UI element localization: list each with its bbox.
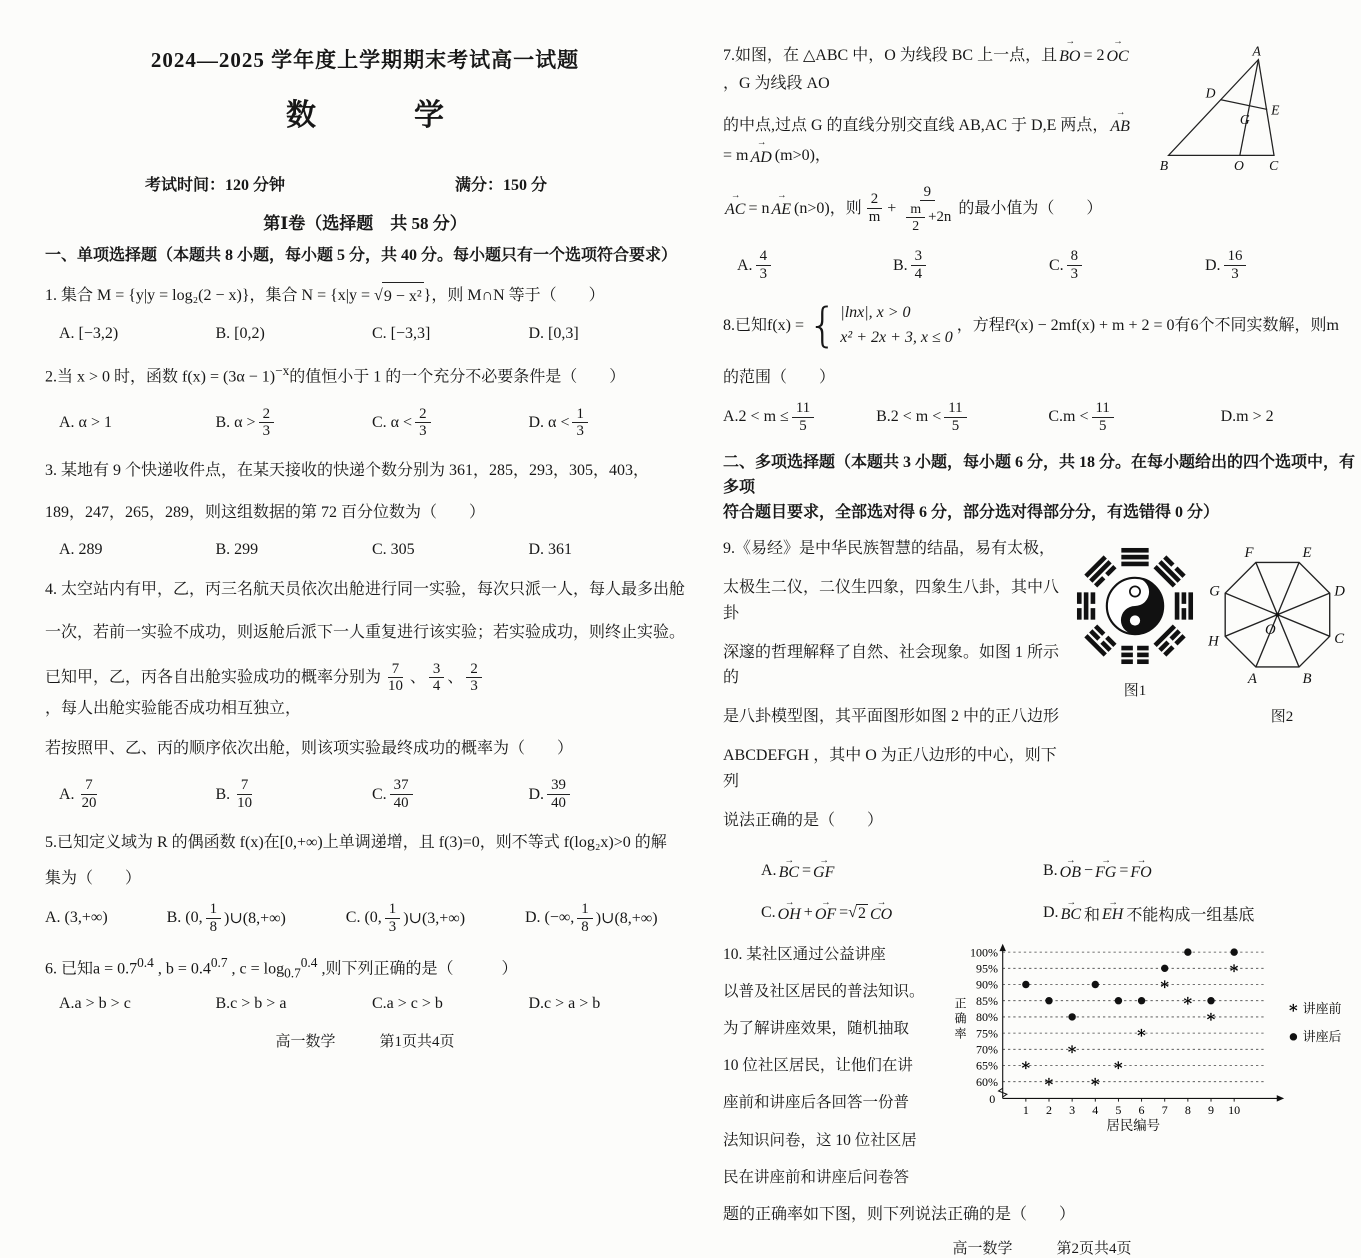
fraction (865, 191, 885, 225)
vertex-label-e: E (1302, 544, 1312, 561)
question-7-line-2: 的中点,过点 G 的直线分别交直线 AB,AC 于 D,E 两点， → AB = m → AD (m>0)， (723, 110, 1141, 170)
question-6-text: 6. 已知$a = 0.7^{0.4}$ , $b = 0.4^{0.7}$ , $c = \log_{0.7}^{0.4}$ ,则下列正确的是（ ） (45, 955, 518, 981)
question-4-options (59, 777, 685, 811)
data-point-after (1138, 997, 1145, 1004)
fraction (390, 777, 413, 811)
part1-heading: 第Ⅰ卷（选择题 共 58 分） (263, 214, 467, 233)
fraction-numerator: 2 (466, 661, 481, 679)
fraction-denominator: 3 (576, 423, 584, 440)
fraction-numerator: 2 (415, 406, 430, 424)
fraction-denominator: 3 (419, 423, 427, 440)
vector: → CO (868, 903, 895, 924)
vector: → AB (1108, 110, 1133, 140)
fraction-denominator: 3 (388, 918, 397, 935)
fraction-denominator: 3 (1231, 266, 1239, 283)
question-8-line-2: 的范围（ ） (723, 368, 836, 386)
vector: → OF (813, 903, 839, 924)
fraction (415, 406, 430, 440)
section2-heading-2: 符合题目要求，全部选对得 6 分，部分选对得部分分，有选错得 0 分） (723, 504, 1220, 521)
fraction-numerator: 39 (547, 777, 570, 795)
option-b: B.c > b > a (215, 994, 287, 1012)
question-4 (45, 576, 685, 811)
question-10 (723, 941, 1361, 1201)
radical-sign: √ (374, 287, 383, 304)
data-point-before: ∗ (1205, 1006, 1217, 1026)
vertex-label-d: D (1334, 583, 1345, 600)
question-4-text-1: 4. 太空站内有甲，乙，丙三名航天员依次出舱进行同一实验，每次只派一人，每人最多出舱 (45, 581, 686, 599)
superscript: 0.7 (210, 955, 228, 971)
figure-1-box (1071, 542, 1199, 700)
vector: → AC (723, 193, 748, 223)
fraction-numerator: 1 (577, 901, 592, 919)
fraction (577, 901, 592, 935)
x-tick-label: 6 (1138, 1103, 1145, 1118)
fraction-numerator: 37 (390, 777, 413, 795)
vertex-label-b: B (1302, 670, 1312, 687)
vector: → OC (1104, 40, 1131, 70)
y-tick-label: 65% (976, 1058, 999, 1073)
vector: → FO (1128, 861, 1154, 882)
y-tick-label: 95% (976, 961, 999, 976)
octagon-center-dot (1276, 613, 1280, 617)
question-10-line-1: 10. 某社区通过公益讲座 (723, 945, 886, 963)
y-axis-arrow (999, 944, 1005, 951)
vertex-label-a: A (1252, 44, 1261, 59)
option-d: D.c > a > b (528, 994, 601, 1012)
x-tick-label: 7 (1161, 1103, 1168, 1118)
fraction-denominator: 3 (759, 266, 767, 283)
fraction (756, 248, 771, 282)
footer-page-number: 第2页共4页 (1056, 1241, 1132, 1258)
question-7 (723, 40, 1361, 246)
piecewise-row: x² + 2x + 3, x ≤ 0 (840, 329, 953, 347)
option-c: C. (0, $\frac{1}{3}$ )∪(3,+∞) (345, 901, 466, 935)
fraction (384, 661, 407, 695)
octagon-figure (1207, 542, 1357, 697)
question-7-line-1: 7.如图，在 △ABC 中，O 为线段 BC 上一点，且 → BO = 2 → OC ，G 为线段 AO (723, 40, 1141, 97)
radicand: 2 (857, 904, 866, 922)
question-3-options (59, 541, 685, 559)
exam-title: 2024—2025 学年度上学期期末考试高一试题 (150, 48, 580, 72)
data-point-before: ∗ (1089, 1071, 1102, 1091)
vector: → OB (1058, 861, 1084, 882)
question-5 (45, 829, 685, 936)
q10-chart (949, 941, 1361, 1133)
option-a: A. α > 1 (59, 413, 112, 431)
origin-label: 0 (989, 1091, 996, 1106)
fraction-denominator: 10 (237, 795, 253, 812)
triangle-figure (1149, 44, 1359, 173)
fraction-numerator: 8 (1067, 248, 1082, 266)
fraction (944, 400, 966, 434)
y-tick-label: 75% (976, 1026, 999, 1041)
question-10-line-5: 座前和讲座后各回答一份普 (723, 1094, 910, 1112)
option-c: C. $\frac{8}{3}$ (1049, 248, 1205, 282)
option-c: C. $\frac{37}{40}$ (372, 777, 529, 811)
option-d: D. [0,3] (528, 325, 579, 343)
fraction (206, 901, 221, 935)
radical-sign: √ (848, 903, 857, 921)
question-10-line-3: 为了解讲座效果，随机抽取 (723, 1020, 910, 1038)
option-b: B. $\frac{7}{10}$ (216, 777, 373, 811)
question-7-options (737, 248, 1361, 282)
question-5-options (45, 901, 685, 935)
data-point-before: ∗ (1158, 974, 1171, 994)
vector: → BO (1057, 40, 1083, 70)
fraction-denominator: 3 (1070, 266, 1079, 283)
option-b: B. α > $\frac{2}{3}$ (216, 406, 373, 440)
footer-subject: 高一数学 (275, 1033, 336, 1050)
page-1-footer (45, 1030, 685, 1051)
left-brace: { (808, 297, 838, 352)
data-point-before: ∗ (1182, 990, 1194, 1010)
data-point-after (1068, 1013, 1075, 1020)
question-4-text-4: 若按照甲、乙、丙的顺序依次出舱，则该项实验最终成功的概率为（ ） (45, 740, 574, 758)
exam-full-score: 满分：150 分 (455, 177, 548, 194)
page-2-footer (723, 1237, 1361, 1258)
question-9-line-4: 是八卦模型图，其平面图形如图 2 中的正八边形 (723, 708, 1060, 726)
option-b: B.2 < m < $\frac{11}{5}$ (876, 400, 1048, 434)
question-8-options (723, 400, 1361, 434)
subject-title: 数 学 (286, 99, 478, 132)
fraction-denominator: 40 (393, 795, 409, 812)
fraction-denominator: 8 (209, 918, 218, 935)
x-tick-label: 8 (1184, 1103, 1191, 1118)
trigram (1084, 555, 1116, 587)
question-6-options (59, 995, 685, 1013)
question-4-text-3: 已知甲，乙，丙各自出舱实验成功的概率分别为 $\frac{7}{10}$ 、 $\frac{3}{4}$ 、 $\frac{2}{3}$ ，每人出舱实验能否成功相互独立， (45, 661, 685, 723)
option-c: C. 305 (372, 541, 415, 559)
fraction (1067, 248, 1082, 282)
fraction-denominator: 20 (81, 795, 97, 812)
fraction-numerator: 11 (944, 400, 966, 418)
question-7-figure (1149, 40, 1361, 246)
vertex-label-a: A (1247, 670, 1257, 687)
data-point-before: ∗ (1066, 1039, 1078, 1059)
fraction (466, 661, 481, 695)
fraction-numerator: 3 (911, 248, 926, 266)
option-c: C. [−3,3] (372, 325, 431, 343)
data-point-before: ∗ (1043, 1071, 1055, 1091)
footer-page-number: 第1页共4页 (379, 1033, 455, 1050)
figure-2-box (1207, 542, 1357, 727)
x-tick-label: 3 (1069, 1103, 1076, 1118)
legend-marker-dot (1290, 1033, 1297, 1040)
question-10-line-4: 10 位社区居民，让他们在讲 (723, 1057, 913, 1075)
fraction-denominator: 4 (914, 266, 923, 283)
option-d: D. $\frac{39}{40}$ (529, 777, 686, 811)
trigram (1121, 646, 1148, 664)
fraction-numerator: 16 (1224, 248, 1247, 266)
vertex-label-d: D (1205, 85, 1216, 101)
fraction-denominator: m (868, 209, 881, 226)
bagua-figure (1071, 542, 1199, 670)
fraction-denominator: 5 (951, 417, 960, 434)
fraction-numerator: 2 (867, 191, 882, 209)
vertex-label-o: O (1233, 157, 1244, 173)
yinyang-light-dot (1130, 615, 1140, 625)
vector: → FG (1093, 861, 1119, 882)
question-10-chart-area (949, 941, 1361, 1201)
fraction-numerator: 2 (259, 406, 274, 424)
fraction-denominator: 40 (551, 795, 566, 812)
vertex-label-c: C (1334, 630, 1345, 647)
subscript: 0.7 (284, 965, 301, 981)
y-axis-label-char: 率 (954, 1026, 967, 1041)
fraction-numerator: 11 (1092, 400, 1114, 418)
trigram (1084, 624, 1116, 656)
question-9-options (761, 861, 1361, 925)
exam-duration: 考试时间：120 分钟 (145, 177, 286, 194)
question-2 (45, 360, 685, 440)
question-1-text: 1. 集合 M = {y|y = log₂(2 − x)}，集合 N = {x|y = √ 9 − x² }，则 M∩N 等于（ ） (45, 282, 685, 310)
data-point-after (1022, 981, 1029, 988)
question-9-text (723, 536, 1061, 847)
question-10-line-2: 以普及社区居民的普法知识。 (723, 983, 925, 1001)
question-9-line-2: 太极生二仪，二仪生四象，四象生八卦，其中八卦 (723, 578, 1060, 622)
vector: → AD (748, 141, 774, 171)
segment-de (1220, 100, 1267, 110)
piecewise-function (808, 297, 953, 352)
trigram (1153, 555, 1185, 587)
question-9-line-5: ABCDEFGH ，其中 O 为正八边形的中心，则下列 (723, 747, 1057, 791)
option-c: C.a > c > b (372, 994, 443, 1012)
x-tick-label: 5 (1115, 1103, 1122, 1118)
fraction (429, 661, 444, 695)
question-1-options (59, 325, 685, 343)
question-6 (45, 952, 685, 1012)
option-c: C.m < $\frac{11}{5}$ (1048, 400, 1220, 434)
superscript: −x (275, 363, 290, 379)
question-3-text-2: 189，247，265，289，则这组数据的第 72 百分位数为（ ） (45, 504, 486, 522)
trigram (1153, 624, 1185, 656)
question-3 (45, 457, 685, 559)
data-point-before: ∗ (1228, 958, 1240, 978)
fraction-denominator: 2 (912, 217, 920, 233)
trigram (1121, 548, 1148, 566)
option-c: C. → OH + → OF = √ 2 → CO (761, 902, 1043, 925)
fraction-numerator: m (906, 201, 925, 218)
section1-heading: 一、单项选择题（本题共 8 小题，每小题 5 分，共 40 分。每小题只有一个选项符合要求） (45, 247, 678, 264)
figure-2-caption: 图2 (1270, 709, 1294, 726)
x-tick-label: 10 (1228, 1103, 1241, 1118)
y-axis-label-char: 正 (954, 996, 967, 1011)
question-9 (723, 536, 1361, 847)
radicand: 9 − x² (382, 282, 424, 310)
question-10-line-7: 民在讲座前和讲座后问卷答 (723, 1168, 910, 1186)
y-tick-label: 60% (976, 1074, 999, 1089)
data-point-after (1115, 997, 1122, 1004)
legend-label: 讲座后 (1302, 1028, 1342, 1044)
vertex-label-c: C (1269, 157, 1279, 173)
vector: → BC (777, 861, 802, 882)
question-10-text (723, 941, 949, 1201)
fraction-numerator: 11 (792, 400, 814, 418)
y-tick-label: 70% (976, 1042, 999, 1057)
piecewise-row: |lnx|, x > 0 (840, 303, 911, 321)
vector: → GF (811, 861, 837, 882)
legend-label: 讲座前 (1302, 1001, 1342, 1017)
data-point-before: ∗ (1135, 1023, 1148, 1043)
vertex-label-e: E (1271, 102, 1280, 118)
question-5-text-2: 集为（ ） (45, 869, 142, 887)
superscript: 0.4 (137, 955, 154, 971)
fraction-denominator: 5 (1098, 417, 1107, 434)
question-2-options (59, 406, 685, 440)
fraction-denominator: 4 (432, 678, 441, 695)
fraction-numerator: 1 (385, 901, 400, 919)
square-root (848, 904, 868, 923)
option-a: A. (3,+∞) (45, 909, 108, 927)
question-8 (723, 297, 1361, 435)
square-root (374, 282, 424, 310)
fraction-denominator: 3 (470, 678, 478, 695)
x-axis-arrow (1277, 1095, 1284, 1101)
y-tick-label: 100% (970, 945, 999, 960)
fraction (792, 400, 814, 434)
vertex-label-g: G (1209, 583, 1220, 600)
y-tick-label: 90% (976, 977, 999, 992)
option-a: A. 289 (59, 541, 103, 559)
question-3-text-1: 3. 某地有 9 个快递收件点，在某天接收的快递个数分别为 361，285，293，305，403， (45, 462, 650, 480)
fraction-numerator: 1 (572, 406, 587, 424)
option-d: D. (−∞, $\frac{1}{8}$ )∪(8,+∞) (524, 901, 658, 935)
vertex-label-b: B (1159, 157, 1169, 173)
question-8-line-1: 8.已知f(x) = { |lnx|, x > 0 x² + 2x + 3, x ≤ 0 ，方程f²(x) − 2mf(x) + m + 2 = 0有6个不同实数解，则m (723, 297, 1339, 352)
fraction (385, 901, 400, 935)
question-9-line-1: 9.《易经》是中华民族智慧的结晶，易有太极， (723, 539, 1056, 557)
x-tick-label: 4 (1092, 1103, 1099, 1118)
yinyang-ring-dot (1130, 586, 1140, 596)
option-b: B. (0, $\frac{1}{8}$ )∪(8,+∞) (166, 901, 286, 935)
trigram (1077, 592, 1095, 619)
option-a: A.a > b > c (59, 994, 131, 1012)
option-a: A. $\frac{7}{20}$ (59, 777, 216, 811)
option-a: A. → BC = → GF (761, 861, 1043, 882)
vector: → OH (776, 903, 804, 924)
fraction-numerator: 3 (429, 661, 444, 679)
fraction-numerator: 7 (388, 661, 403, 679)
data-point-after (1161, 965, 1168, 972)
fraction (906, 201, 925, 233)
fraction-denominator: 8 (581, 918, 589, 935)
fraction-denominator: 10 (388, 678, 403, 695)
question-4-text-2: 一次，若前一实验不成功，则返舱后派下一人重复进行该实验；若实验成功，则终止实验。 (45, 623, 686, 641)
fraction-denominator: 3 (262, 423, 271, 440)
option-c: C. α < $\frac{2}{3}$ (372, 406, 529, 440)
vector: → AE (769, 193, 794, 223)
option-d: D.m > 2 (1220, 408, 1274, 426)
fraction-numerator: 7 (81, 777, 96, 795)
vertex-label-h: H (1208, 633, 1219, 650)
fraction-denominator: $\frac{m}{2}$ +2n (899, 201, 955, 233)
fraction (259, 406, 274, 440)
option-a: A. [−3,2) (59, 325, 119, 343)
footer-subject: 高一数学 (952, 1241, 1013, 1258)
question-10-line-6: 法知识问卷，这 10 位社区居 (723, 1131, 917, 1149)
fraction (1092, 400, 1114, 434)
fraction-numerator: 4 (756, 248, 771, 266)
data-point-after (1207, 997, 1214, 1004)
question-7-line-3: → AC = n → AE (n>0)，则 $\frac{2}{m}$ + 9 $\frac{m}{2}$ +2n 的最小值为（ ） (723, 184, 1141, 234)
option-b: B. [0,2) (215, 325, 265, 343)
option-d: D. → BC 和 → EH 不能构成一组基底 (1043, 902, 1361, 925)
option-a: A. $\frac{4}{3}$ (737, 248, 893, 282)
fraction (233, 777, 256, 811)
y-tick-label: 85% (976, 993, 999, 1008)
data-point-before: ∗ (1112, 1055, 1125, 1075)
question-1 (45, 282, 685, 343)
fraction-numerator: 1 (206, 901, 221, 919)
x-tick-label: 9 (1208, 1103, 1215, 1118)
data-point-after (1092, 981, 1099, 988)
data-point-after (1045, 997, 1052, 1004)
x-tick-label: 2 (1045, 1103, 1053, 1118)
page-2 (723, 0, 1361, 1258)
trigram (1175, 592, 1193, 619)
fraction (899, 184, 955, 234)
question-5-text-1: 5.已知定义域为 R 的偶函数 f(x)在[0,+∞)上单调递增，且 f(3)=0，则不等式 f(log₂x)>0 的解 (45, 833, 667, 851)
option-b: B. → OB − → FG = → FO (1043, 861, 1361, 882)
question-9-line-3: 深邃的哲理解释了自然、社会现象。如图 1 所示的 (723, 643, 1060, 687)
question-7-text (723, 40, 1149, 246)
vector: → BC (1059, 903, 1084, 924)
option-b: B. 299 (215, 541, 259, 559)
fraction-numerator: 9 (920, 184, 935, 202)
superscript: 0.4 (300, 955, 318, 971)
vertex-label-g: G (1239, 112, 1250, 128)
section2-heading-1: 二、多项选择题（本题共 3 小题，每小题 6 分，共 18 分。在每小题给出的四个选项中，有多项 (723, 454, 1356, 497)
fraction-denominator: 5 (799, 417, 807, 434)
option-d: D. $\frac{16}{3}$ (1205, 248, 1361, 282)
question-9-line-6: 说法正确的是（ ） (723, 812, 884, 830)
piecewise-rows (840, 300, 952, 351)
fraction (572, 406, 587, 440)
center-label-o: O (1264, 621, 1276, 638)
vertex-label-f: F (1244, 544, 1254, 561)
fraction (78, 777, 101, 811)
vector: → EH (1100, 903, 1126, 924)
option-d: D. α < $\frac{1}{3}$ (529, 406, 686, 440)
fraction (1224, 248, 1247, 282)
option-b: B. $\frac{3}{4}$ (893, 248, 1049, 282)
fraction-numerator: 7 (237, 777, 252, 795)
option-a: A.2 < m ≤ $\frac{11}{5}$ (723, 400, 876, 434)
y-tick-label: 80% (976, 1010, 999, 1025)
x-axis-label: 居民编号 (1106, 1117, 1161, 1133)
legend-marker-asterisk: ∗ (1287, 998, 1300, 1018)
option-d: D. 361 (528, 541, 573, 559)
y-axis-label-char: 确 (954, 1011, 967, 1026)
question-10-last-line: 题的正确率如下图，则下列说法正确的是（ ） (723, 1205, 1076, 1223)
fraction (547, 777, 570, 811)
figure-1-caption: 图1 (1123, 682, 1147, 699)
question-9-figures (1061, 536, 1361, 847)
exam-meta (145, 172, 685, 195)
x-tick-label: 1 (1022, 1103, 1029, 1118)
page-1 (45, 0, 686, 1050)
data-point-before: ∗ (1020, 1055, 1032, 1075)
question-2-text: 2.当 x > 0 时，函数 $f(x) = (3\alpha - 1)^{-x}$的值恒小于 1 的一个充分不必要条件是（ ） (45, 363, 626, 386)
fraction (911, 248, 926, 282)
